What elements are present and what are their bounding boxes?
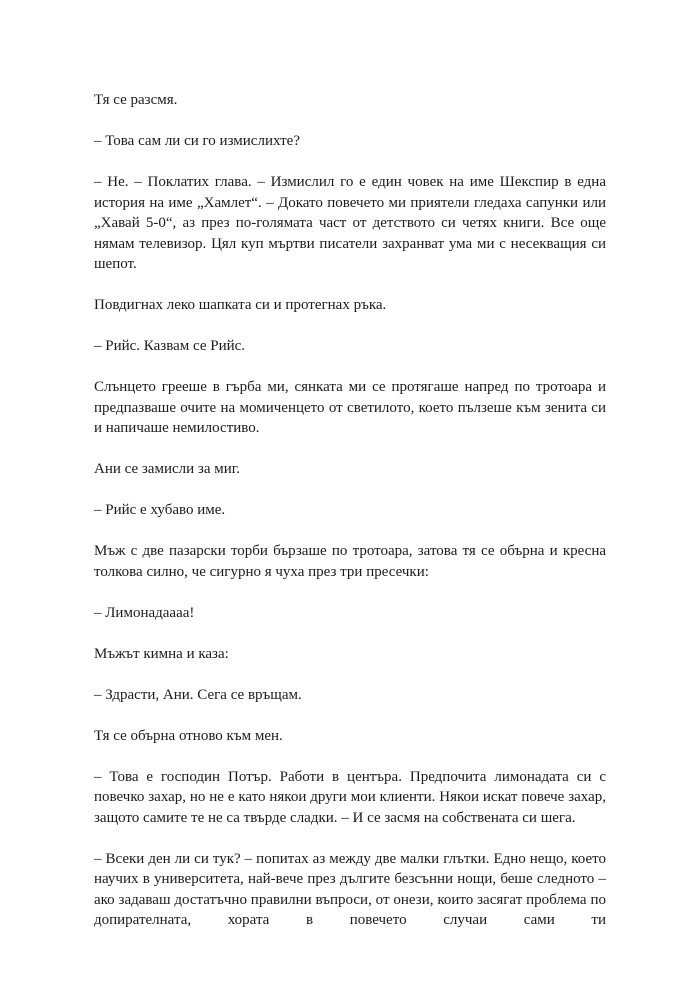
paragraph-9: Мъж с две пазарски торби бързаше по тротоара, затова тя се обърна и кресна толкова силно, че сигурно я чуха през три пресечки:: [94, 543, 606, 580]
paragraph-3: – Не. – Поклатих глава. – Измислил го е един човек на име Шекспир в една история на име „Хамлет“. – Докато повечето ми приятели гледаха сапунки или „Хавай 5-0“, аз през по-голямата част от детството си четях книги. Все още нямам телевизор. Цял куп мъртви писатели захранват ума ми с несекващия си шепот.: [94, 174, 606, 272]
paragraph-8: – Рийс е хубаво име.: [94, 502, 226, 518]
paragraph-11: Мъжът кимна и каза:: [94, 645, 229, 662]
paragraph-10: – Лимонадаааа!: [94, 604, 195, 621]
paragraph-1: Тя се разсмя.: [94, 92, 178, 108]
paragraph-13: Тя се обърна отново към мен.: [94, 727, 283, 744]
paragraph-2: – Това сам ли си го измислихте?: [94, 133, 300, 149]
paragraph-12: – Здрасти, Ани. Сега се връщам.: [94, 686, 302, 703]
paragraph-5: – Рийс. Казвам се Рийс.: [94, 338, 246, 354]
paragraph-15: – Всеки ден ли си тук? – попитах аз между две малки глътки. Едно нещо, което научих в университета, най-вече през дългите безсънни нощи, беше следното – ако задаваш достатъчно правилни въпроси, от онези, които засягат проблема по допирателната, хората в повечето случаи сами ти: [94, 850, 606, 928]
document-body: [94, 90, 606, 951]
paragraph-14: – Това е господин Потър. Работи в центъра. Предпочита лимонадата си с повечко захар, но не е като някои други мои клиенти. Някои искат повече захар, защото самите те не са твърде сладки. – И се засмя на собствената си шега.: [94, 768, 606, 826]
paragraph-4: Повдигнах леко шапката си и протегнах ръка.: [94, 297, 387, 313]
paragraph-6: Слънцето грееше в гърба ми, сянката ми се протягаше напред по тротоара и предпазваше очите на момиченцето от светилото, което пълзеше към зенита си и напичаше немилостиво.: [94, 379, 606, 436]
paragraph-7: Ани се замисли за миг.: [94, 461, 240, 477]
